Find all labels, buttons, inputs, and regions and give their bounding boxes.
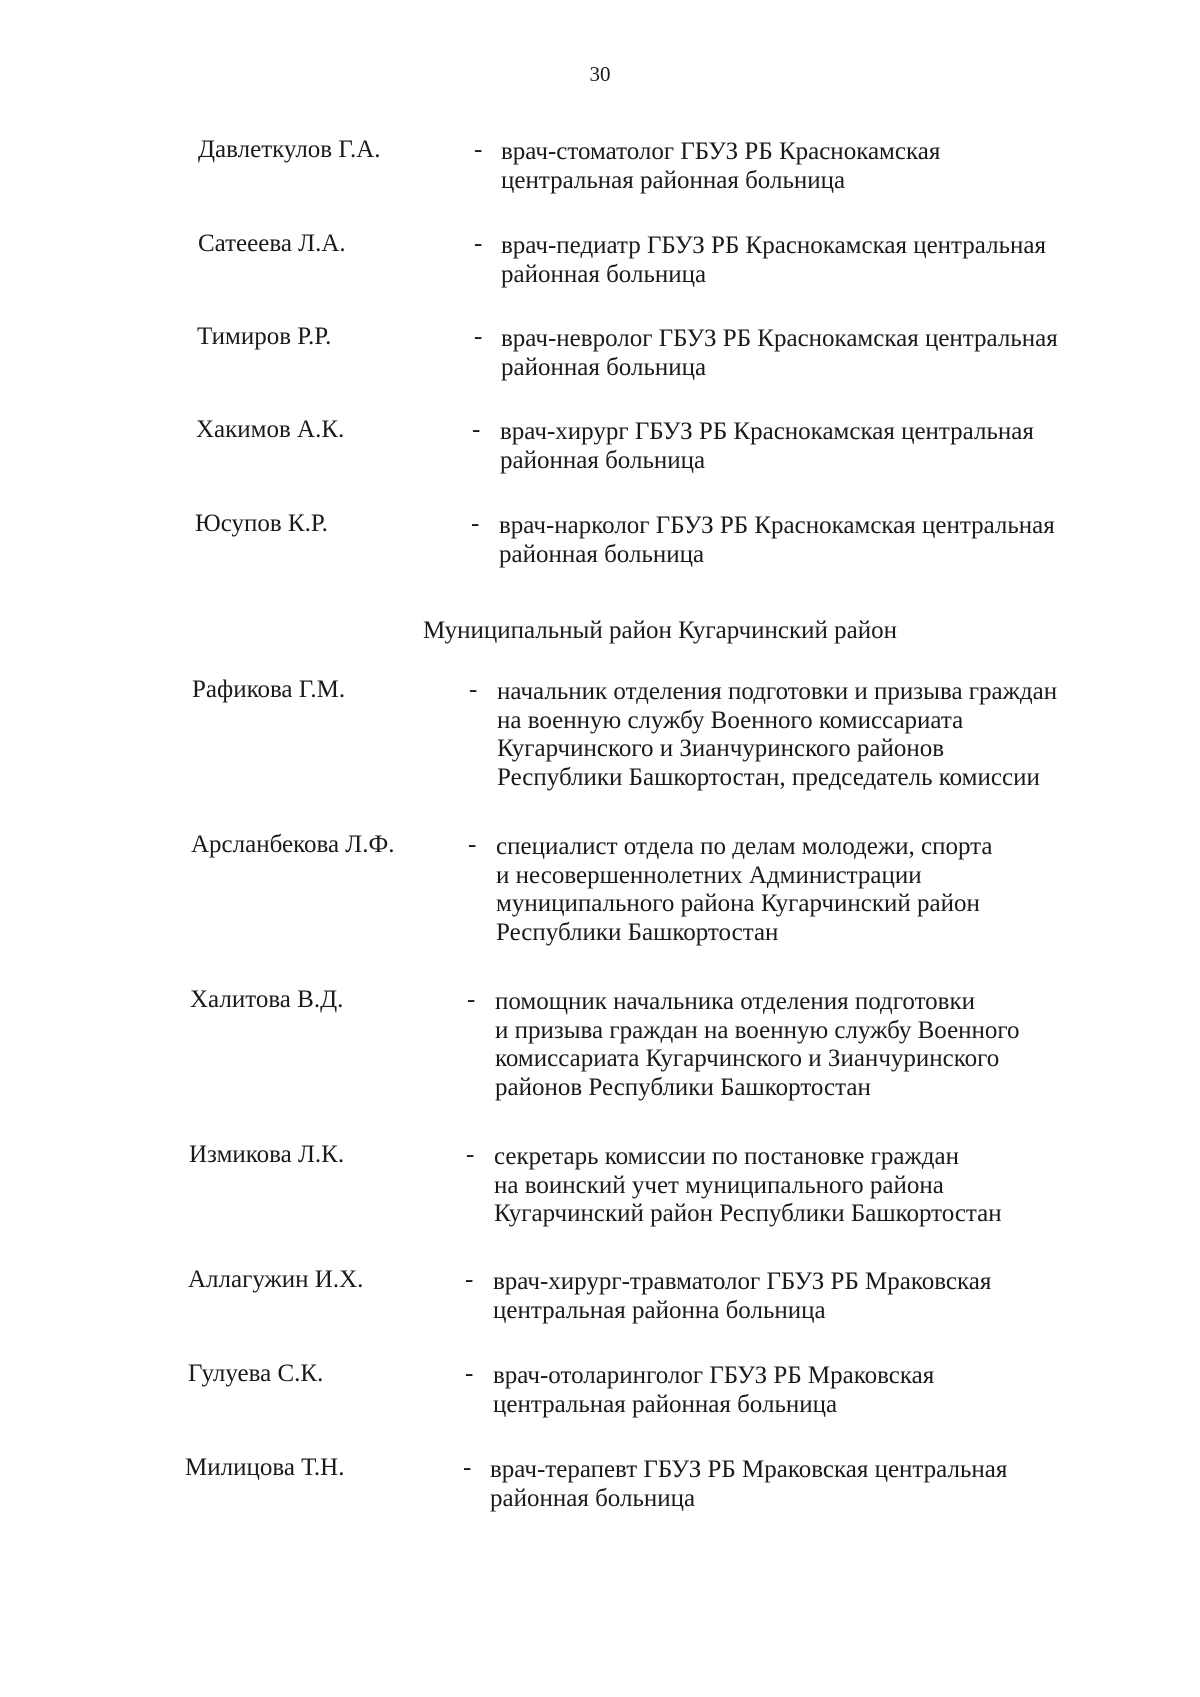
dash: -: [474, 136, 483, 163]
person-name: Юсупов К.Р.: [195, 510, 328, 537]
description-line: районная больница: [490, 1484, 696, 1512]
position-description: [501, 138, 940, 195]
description-line: муниципального района Кугарчинский район: [496, 890, 980, 917]
list-item: [0, 676, 1200, 796]
list-item: [0, 831, 1200, 951]
description-line: районов Республики Башкортостан: [495, 1073, 871, 1101]
dash: -: [463, 1454, 472, 1481]
person-name: Рафикова Г.М.: [192, 676, 346, 703]
description-line: начальник отделения подготовки и призыва граждан: [497, 678, 1058, 705]
description-line: секретарь комиссии по постановке граждан: [494, 1143, 959, 1170]
position-description: [493, 1362, 934, 1419]
person-name: Хакимов А.К.: [196, 416, 345, 443]
description-line: врач-педиатр ГБУЗ РБ Краснокамская центральная: [501, 232, 1046, 259]
dash: -: [471, 510, 480, 537]
person-name: Арсланбекова Л.Ф.: [191, 831, 395, 858]
position-description: [495, 988, 1020, 1102]
position-description: [490, 1456, 1007, 1513]
description-line: врач-хирург-травматолог ГБУЗ РБ Мраковская: [493, 1268, 992, 1295]
description-line: врач-отоларинголог ГБУЗ РБ Мраковская: [493, 1362, 935, 1389]
position-description: [500, 418, 1034, 475]
dash: -: [468, 831, 477, 858]
description-line: районная больница: [501, 353, 707, 381]
dash: -: [465, 1266, 474, 1293]
description-line: районная больница: [501, 260, 707, 288]
person-name: Халитова В.Д.: [190, 986, 344, 1013]
position-description: [496, 833, 992, 947]
dash: -: [467, 986, 476, 1013]
description-line: Республики Башкортостан: [496, 918, 779, 946]
list-item: [0, 1141, 1200, 1261]
position-description: [494, 1143, 1002, 1229]
dash: -: [474, 230, 483, 257]
person-name: Измикова Л.К.: [189, 1141, 345, 1168]
dash: -: [474, 323, 483, 350]
section-heading: Муниципальный район Кугарчинский район: [422, 617, 898, 644]
person-name: Милицова Т.Н.: [185, 1454, 345, 1481]
description-line: и призыва граждан на военную службу Военного: [495, 1016, 1020, 1044]
page-number: 30: [589, 62, 611, 86]
list-item: [0, 1454, 1200, 1574]
description-line: врач-терапевт ГБУЗ РБ Мраковская центральная: [490, 1456, 1008, 1483]
dash: -: [466, 1141, 475, 1168]
description-line: специалист отдела по делам молодежи, спорта: [496, 833, 993, 860]
position-description: [493, 1268, 991, 1325]
position-description: [497, 678, 1057, 792]
list-item: [0, 510, 1200, 630]
description-line: районная больница: [499, 540, 705, 568]
person-name: Тимиров Р.Р.: [197, 323, 332, 350]
person-name: Аллагужин И.Х.: [188, 1266, 364, 1293]
list-item: [0, 986, 1200, 1106]
person-name: Давлеткулов Г.А.: [198, 136, 381, 163]
position-description: [501, 325, 1058, 382]
person-name: Гулуева С.К.: [188, 1360, 324, 1387]
description-line: центральная районная больница: [501, 166, 846, 194]
description-line: врач-стоматолог ГБУЗ РБ Краснокамская: [501, 138, 941, 165]
description-line: врач-невролог ГБУЗ РБ Краснокамская центральная: [501, 325, 1058, 352]
description-line: центральная районная больница: [493, 1390, 838, 1418]
description-line: комиссариата Кугарчинского и Зианчуринского: [495, 1045, 1000, 1072]
position-description: [501, 232, 1046, 289]
description-line: центральная районна больница: [493, 1296, 826, 1324]
description-line: врач-хирург ГБУЗ РБ Краснокамская центральная: [500, 418, 1034, 445]
description-line: на военную службу Военного комиссариата: [497, 706, 964, 734]
description-line: Кугарчинский район Республики Башкортостан: [494, 1200, 1002, 1227]
description-line: на воинский учет муниципального района: [494, 1171, 944, 1199]
description-line: Кугарчинского и Зианчуринского районов: [497, 735, 945, 762]
description-line: и несовершеннолетних Администрации: [496, 861, 922, 889]
position-description: [499, 512, 1055, 569]
description-line: районная больница: [500, 446, 706, 474]
dash: -: [469, 676, 478, 703]
person-name: Сатееева Л.А.: [198, 230, 346, 257]
dash: -: [472, 416, 481, 443]
description-line: врач-нарколог ГБУЗ РБ Краснокамская центральная: [499, 512, 1055, 539]
description-line: Республики Башкортостан, председатель комиссии: [497, 763, 1040, 791]
description-line: помощник начальника отделения подготовки: [495, 988, 976, 1015]
dash: -: [465, 1360, 474, 1387]
